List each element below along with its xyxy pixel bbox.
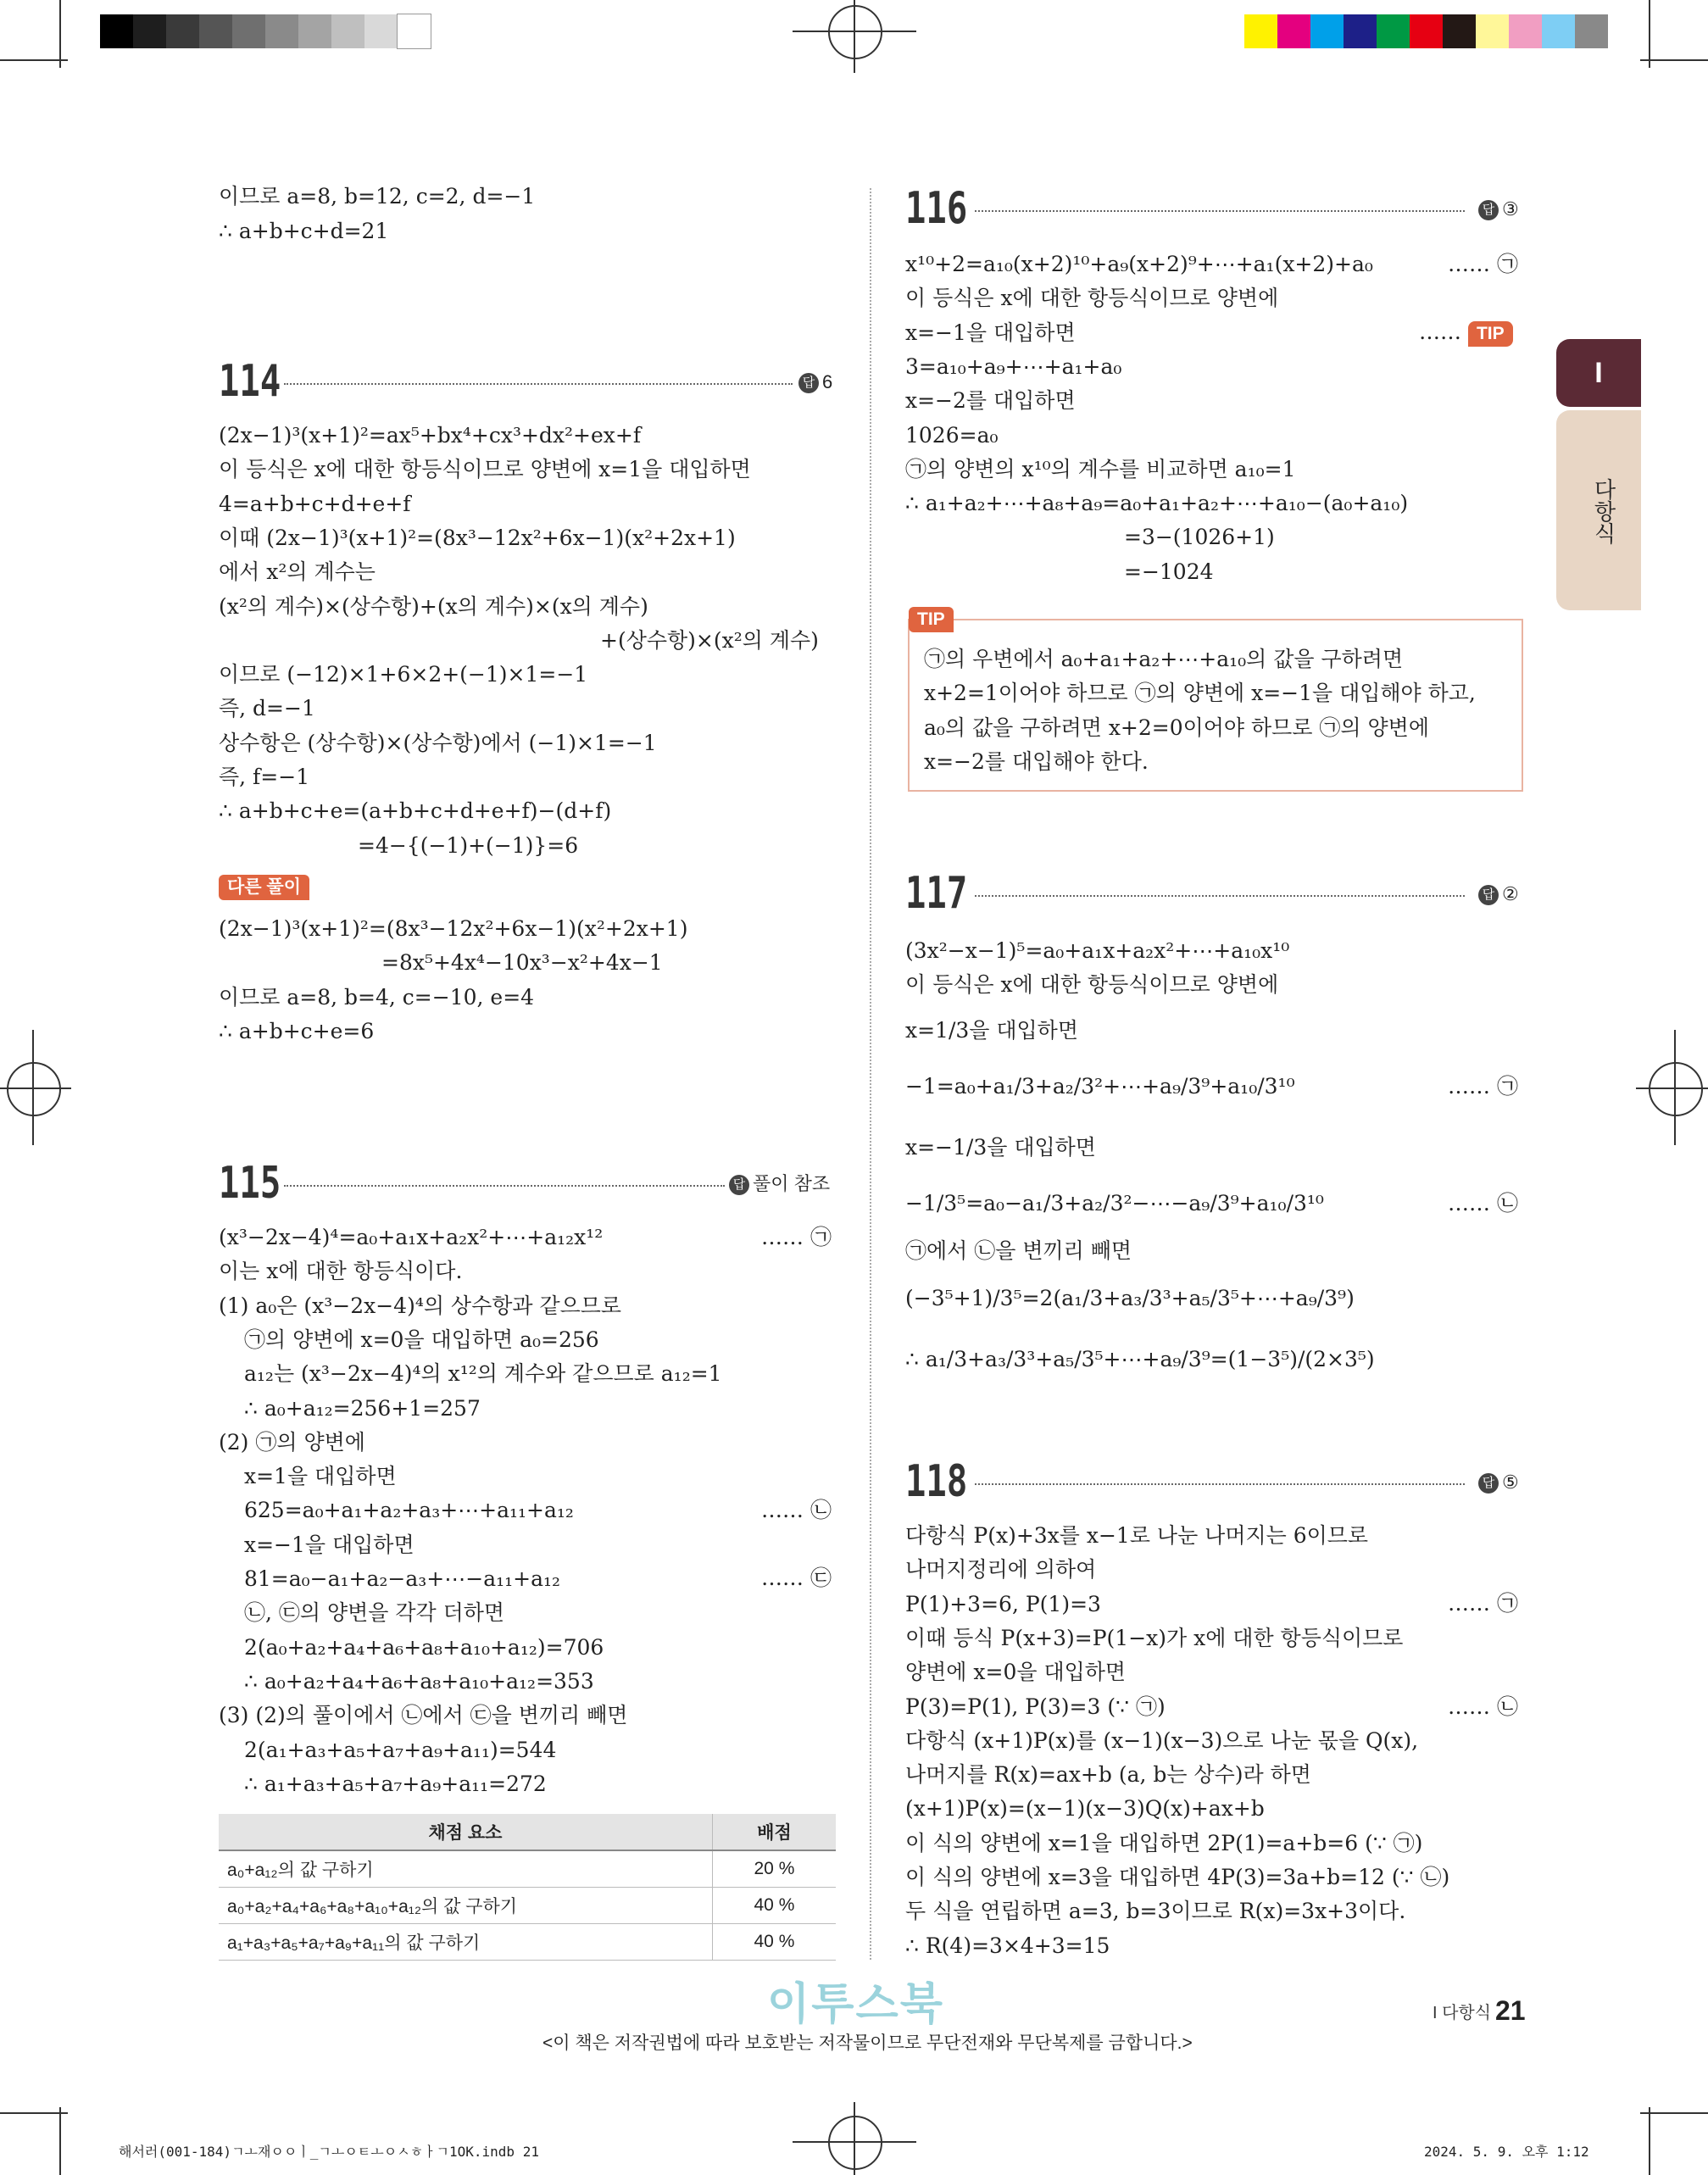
- table-cell: 40 %: [712, 1924, 836, 1961]
- color-swatch: [1443, 14, 1476, 48]
- solution-line: 즉, f=−1: [219, 765, 310, 789]
- table-header: 배점: [712, 1814, 836, 1850]
- answer-value: ⑤: [1502, 1471, 1519, 1493]
- color-swatch: [1277, 14, 1310, 48]
- color-swatch: [1542, 14, 1575, 48]
- solution-line: 이 등식은 x에 대한 항등식이므로 양변에: [905, 972, 1279, 997]
- answer-icon: 답: [1478, 200, 1499, 220]
- table-cell: 40 %: [712, 1888, 836, 1924]
- color-swatch: [100, 14, 133, 48]
- solution-line: =3−(1026+1): [1124, 525, 1275, 550]
- solution-line: a₁₂는 (x³−2x−4)⁴의 x¹²의 계수와 같으므로 a₁₂=1: [244, 1361, 722, 1387]
- solution-line: 에서 x²의 계수는: [219, 559, 376, 585]
- problem-leader: [975, 210, 1465, 212]
- chapter-tab-roman: I: [1556, 339, 1641, 407]
- answer: [1478, 1470, 1519, 1495]
- solution-line: ∴ a₁+a₂+⋯+a₈+a₉=a₀+a₁+a₂+⋯+a₁₀−(a₀+a₁₀): [905, 491, 1409, 516]
- solution-line: ∴ a+b+c+e=(a+b+c+d+e+f)−(d+f): [219, 798, 612, 824]
- answer-value: 6: [822, 371, 833, 392]
- page-number: 21: [1495, 1995, 1526, 2026]
- table-row: [219, 1888, 836, 1924]
- solution-line: ㉠의 양변의 x¹⁰의 계수를 비교하면 a₁₀=1: [905, 456, 1296, 481]
- answer-value: ②: [1502, 883, 1519, 904]
- color-swatch: [1377, 14, 1410, 48]
- column-divider: [870, 188, 871, 1960]
- equation-tag: …… ㉡: [761, 1498, 832, 1522]
- color-swatch: [331, 14, 364, 48]
- solution-line: (2x−1)³(x+1)²=(8x³−12x²+6x−1)(x²+2x+1): [219, 916, 688, 941]
- table-cell: a₀+a₁₂의 값 구하기: [219, 1850, 712, 1888]
- table-cell: a₁+a₃+a₅+a₇+a₉+a₁₁의 값 구하기: [219, 1924, 712, 1961]
- answer: [729, 1171, 830, 1197]
- registration-cross: [854, 2102, 855, 2175]
- registration-mark: [828, 5, 882, 59]
- answer-icon: 답: [1478, 1473, 1499, 1494]
- solution-line: ∴ a₁+a₃+a₅+a₇+a₉+a₁₁=272: [244, 1771, 547, 1796]
- equation-tag: …… ㉠: [761, 1225, 832, 1249]
- equation-tag: …… ㉠: [1448, 1074, 1518, 1099]
- solution-line: 나머지를 R(x)=ax+b (a, b는 상수)라 하면: [905, 1762, 1311, 1788]
- solution-line: (x²의 계수)×(상수항)+(x의 계수)×(x의 계수): [219, 593, 648, 619]
- answer-value: 풀이 참조: [753, 1173, 831, 1194]
- solution-line: 이므로 a=8, b=4, c=−10, e=4: [219, 984, 535, 1010]
- tip-badge: TIP: [1468, 321, 1513, 347]
- answer: [798, 370, 832, 395]
- crop-mark: [1649, 0, 1650, 68]
- color-swatch: [1310, 14, 1344, 48]
- solution-line: 이 등식은 x에 대한 항등식이므로 양변에: [905, 286, 1279, 311]
- registration-cross: [0, 1088, 71, 1089]
- solution-line: ∴ a₀+a₂+a₄+a₆+a₈+a₁₀+a₁₂=353: [244, 1668, 594, 1694]
- equation-tag: …… ㉢: [761, 1566, 832, 1590]
- answer: [1478, 882, 1519, 907]
- intro-line: 이므로 a=8, b=12, c=2, d=−1: [219, 184, 536, 209]
- solution-line: −1=a₀+a₁/3+a₂/3²+⋯+a₉/3⁹+a₁₀/3¹⁰: [905, 1074, 1295, 1099]
- problem-number: 114: [219, 356, 281, 407]
- problem-number: 116: [905, 183, 968, 234]
- solution-line: (3) (2)의 풀이에서 ㉡에서 ㉢을 변끼리 빼면: [219, 1703, 628, 1728]
- solution-line: 다항식 (x+1)P(x)를 (x−1)(x−3)으로 나눈 몫을 Q(x),: [905, 1727, 1419, 1753]
- solution-line: 상수항은 (상수항)×(상수항)에서 (−1)×1=−1: [219, 730, 657, 755]
- solution-line: x+2=1이어야 하므로 ㉠의 양변에 x=−1을 대입해야 하고,: [924, 681, 1476, 706]
- copyright-notice: <이 책은 저작권법에 따라 보호받는 저작물이므로 무단전재와 무단복제를 금합니다.>: [542, 2033, 1193, 2053]
- solution-line: x=−1을 대입하면: [905, 320, 1076, 345]
- solution-line: 이때 등식 P(x+3)=P(1−x)가 x에 대한 항등식이므로: [905, 1625, 1404, 1650]
- table-header: 채점 요소: [219, 1814, 712, 1850]
- color-swatch: [199, 14, 232, 48]
- crop-mark: [1640, 59, 1708, 61]
- registration-mark: [828, 2116, 882, 2170]
- alt-solution-label: 다른 풀이: [219, 875, 309, 900]
- registration-cross: [793, 31, 916, 32]
- problem-leader: [975, 1483, 1465, 1485]
- solution-line: ㉠의 양변에 x=0을 대입하면 a₀=256: [244, 1327, 599, 1352]
- crop-mark: [59, 0, 61, 68]
- solution-line: 4=a+b+c+d+e+f: [219, 491, 411, 516]
- solution-line: 81=a₀−a₁+a₂−a₃+⋯−a₁₁+a₁₂: [244, 1566, 561, 1591]
- solution-line: 2(a₀+a₂+a₄+a₆+a₈+a₁₀+a₁₂)=706: [244, 1634, 604, 1660]
- problem-number: 118: [905, 1456, 968, 1507]
- solution-line: 3=a₁₀+a₉+⋯+a₁+a₀: [905, 353, 1122, 379]
- solution-line: =4−{(−1)+(−1)}=6: [358, 832, 579, 858]
- table-cell: 20 %: [712, 1850, 836, 1888]
- solution-line: 2(a₁+a₃+a₅+a₇+a₉+a₁₁)=544: [244, 1737, 557, 1762]
- color-swatch: [166, 14, 199, 48]
- solution-line: (2) ㉠의 양변에: [219, 1429, 365, 1455]
- table-cell: a₀+a₂+a₄+a₆+a₈+a₁₀+a₁₂의 값 구하기: [219, 1888, 712, 1924]
- color-swatch: [133, 14, 166, 48]
- chapter-tab-label: 다항식: [1591, 478, 1616, 544]
- registration-mark: [1649, 1062, 1703, 1116]
- answer-value: ③: [1502, 198, 1519, 220]
- equation-tag: …… ㉠: [1448, 252, 1518, 276]
- tip-reference: [1419, 315, 1513, 349]
- solution-line: 이때 (2x−1)³(x+1)²=(8x³−12x²+6x−1)(x²+2x+1): [219, 525, 736, 550]
- color-swatch: [232, 14, 265, 48]
- solution-line: 다항식 P(x)+3x를 x−1로 나눈 나머지는 6이므로: [905, 1523, 1369, 1548]
- solution-line: +(상수항)×(x²의 계수): [600, 627, 819, 653]
- color-swatch: [1244, 14, 1277, 48]
- crop-mark: [0, 59, 68, 61]
- crop-mark: [1640, 2112, 1708, 2114]
- solution-line: P(3)=P(1), P(3)=3 (∵ ㉠): [905, 1694, 1166, 1719]
- solution-line: x=−2를 대입해야 한다.: [924, 748, 1149, 774]
- solution-line: 625=a₀+a₁+a₂+a₃+⋯+a₁₁+a₁₂: [244, 1498, 574, 1523]
- equation-tag: …… ㉡: [1448, 1694, 1518, 1719]
- solution-line: 이는 x에 대한 항등식이다.: [219, 1259, 463, 1284]
- footer-section: I 다항식: [1433, 2004, 1492, 2022]
- solution-line: (1) a₀은 (x³−2x−4)⁴의 상수항과 같으므로: [219, 1293, 622, 1318]
- print-file-name: 해서러(001-184)ㄱㅗ재ㅇㅇㅣ_ㄱㅗㅇㅌㅗㅇㅅㅎㅏㄱ1OK.indb 21: [119, 2144, 539, 2160]
- solution-line: P(1)+3=6, P(1)=3: [905, 1591, 1101, 1616]
- solution-line: (2x−1)³(x+1)²=ax⁵+bx⁴+cx³+dx²+ex+f: [219, 423, 642, 448]
- solution-line: 즉, d=−1: [219, 696, 315, 721]
- solution-line: ㉡, ㉢의 양변을 각각 더하면: [244, 1600, 505, 1626]
- table-header-row: [219, 1814, 836, 1850]
- solution-line: 1026=a₀: [905, 422, 999, 448]
- solution-line: x=1을 대입하면: [244, 1464, 397, 1489]
- equation-tag: …… ㉠: [1448, 1591, 1518, 1616]
- solution-line: 이므로 (−12)×1+6×2+(−1)×1=−1: [219, 662, 588, 687]
- solution-line: 두 식을 연립하면 a=3, b=3이므로 R(x)=3x+3이다.: [905, 1899, 1406, 1924]
- solution-line: (x³−2x−4)⁴=a₀+a₁x+a₂x²+⋯+a₁₂x¹²: [219, 1225, 604, 1249]
- problem-leader: [975, 895, 1465, 897]
- solution-line: (x+1)P(x)=(x−1)(x−3)Q(x)+ax+b: [905, 1796, 1265, 1822]
- print-timestamp: 2024. 5. 9. 오후 1:12: [1424, 2144, 1589, 2160]
- solution-line: ∴ R(4)=3×4+3=15: [905, 1933, 1110, 1958]
- table-row: [219, 1924, 836, 1961]
- solution-line: −1/3⁵=a₀−a₁/3+a₂/3²−⋯−a₉/3⁹+a₁₀/3¹⁰: [905, 1191, 1324, 1215]
- problem-leader: [284, 383, 793, 385]
- registration-mark: [7, 1062, 61, 1116]
- solution-line: 이 등식은 x에 대한 항등식이므로 양변에 x=1을 대입하면: [219, 457, 751, 482]
- solution-line: 양변에 x=0을 대입하면: [905, 1660, 1127, 1685]
- color-swatch: [1509, 14, 1542, 48]
- problem-number: 115: [219, 1158, 281, 1209]
- chapter-tab: [1556, 410, 1641, 610]
- solution-line: (−3⁵+1)/3⁵=2(a₁/3+a₃/3³+a₅/3⁵+⋯+a₉/3⁹): [905, 1286, 1355, 1310]
- solution-line: x=−1을 대입하면: [244, 1532, 414, 1557]
- color-swatch: [1575, 14, 1608, 48]
- problem-leader: [284, 1185, 725, 1187]
- crop-mark: [0, 2112, 68, 2114]
- tip-dots: ……: [1419, 320, 1461, 344]
- color-swatch: [1410, 14, 1443, 48]
- registration-cross: [793, 2141, 916, 2143]
- solution-line: ∴ a₀+a₁₂=256+1=257: [244, 1395, 481, 1421]
- scoring-table: [219, 1814, 836, 1961]
- registration-cross: [1636, 1088, 1708, 1089]
- solution-line: ㉠의 우변에서 a₀+a₁+a₂+⋯+a₁₀의 값을 구하려면: [924, 647, 1404, 671]
- solution-line: a₀의 값을 구하려면 x+2=0이어야 하므로 ㉠의 양변에: [924, 715, 1429, 740]
- intro-line: ∴ a+b+c+d=21: [219, 219, 389, 243]
- tip-label: TIP: [909, 607, 954, 632]
- color-swatch: [298, 14, 331, 48]
- solution-line: ∴ a₁/3+a₃/3³+a₅/3⁵+⋯+a₉/3⁹=(1−3⁵)/(2×3⁵): [905, 1347, 1375, 1371]
- publisher-watermark: 이투스북: [767, 1980, 944, 2029]
- solution-line: x=−1/3을 대입하면: [905, 1135, 1096, 1160]
- table-row: [219, 1850, 836, 1888]
- registration-cross: [854, 0, 855, 73]
- answer-icon: 답: [798, 373, 819, 393]
- solution-line: =8x⁵+4x⁴−10x³−x²+4x−1: [381, 950, 663, 976]
- equation-tag: …… ㉡: [1448, 1191, 1518, 1215]
- solution-line: ∴ a+b+c+e=6: [219, 1018, 375, 1043]
- crop-mark: [1649, 2107, 1650, 2175]
- solution-line: 이 식의 양변에 x=1을 대입하면 2P(1)=a+b=6 (∵ ㉠): [905, 1830, 1423, 1855]
- answer: [1478, 197, 1519, 222]
- solution-line: x=−2를 대입하면: [905, 388, 1076, 414]
- answer-icon: 답: [729, 1175, 749, 1195]
- color-swatch: [398, 14, 431, 48]
- crop-mark: [59, 2107, 61, 2175]
- solution-line: ㉠에서 ㉡을 변끼리 빼면: [905, 1238, 1132, 1263]
- solution-line: 이 식의 양변에 x=3을 대입하면 4P(3)=3a+b=12 (∵ ㉡): [905, 1865, 1450, 1889]
- color-swatch: [1344, 14, 1377, 48]
- answer-icon: 답: [1478, 885, 1499, 905]
- color-swatch: [265, 14, 298, 48]
- solution-line: 나머지정리에 의하여: [905, 1557, 1097, 1583]
- solution-line: =−1024: [1124, 559, 1214, 584]
- solution-line: (3x²−x−1)⁵=a₀+a₁x+a₂x²+⋯+a₁₀x¹⁰: [905, 938, 1290, 963]
- color-swatch: [1476, 14, 1509, 48]
- solution-line: x¹⁰+2=a₁₀(x+2)¹⁰+a₉(x+2)⁹+⋯+a₁(x+2)+a₀: [905, 252, 1373, 276]
- problem-number: 117: [905, 868, 968, 919]
- color-swatch: [364, 14, 398, 48]
- solution-line: x=1/3을 대입하면: [905, 1018, 1078, 1043]
